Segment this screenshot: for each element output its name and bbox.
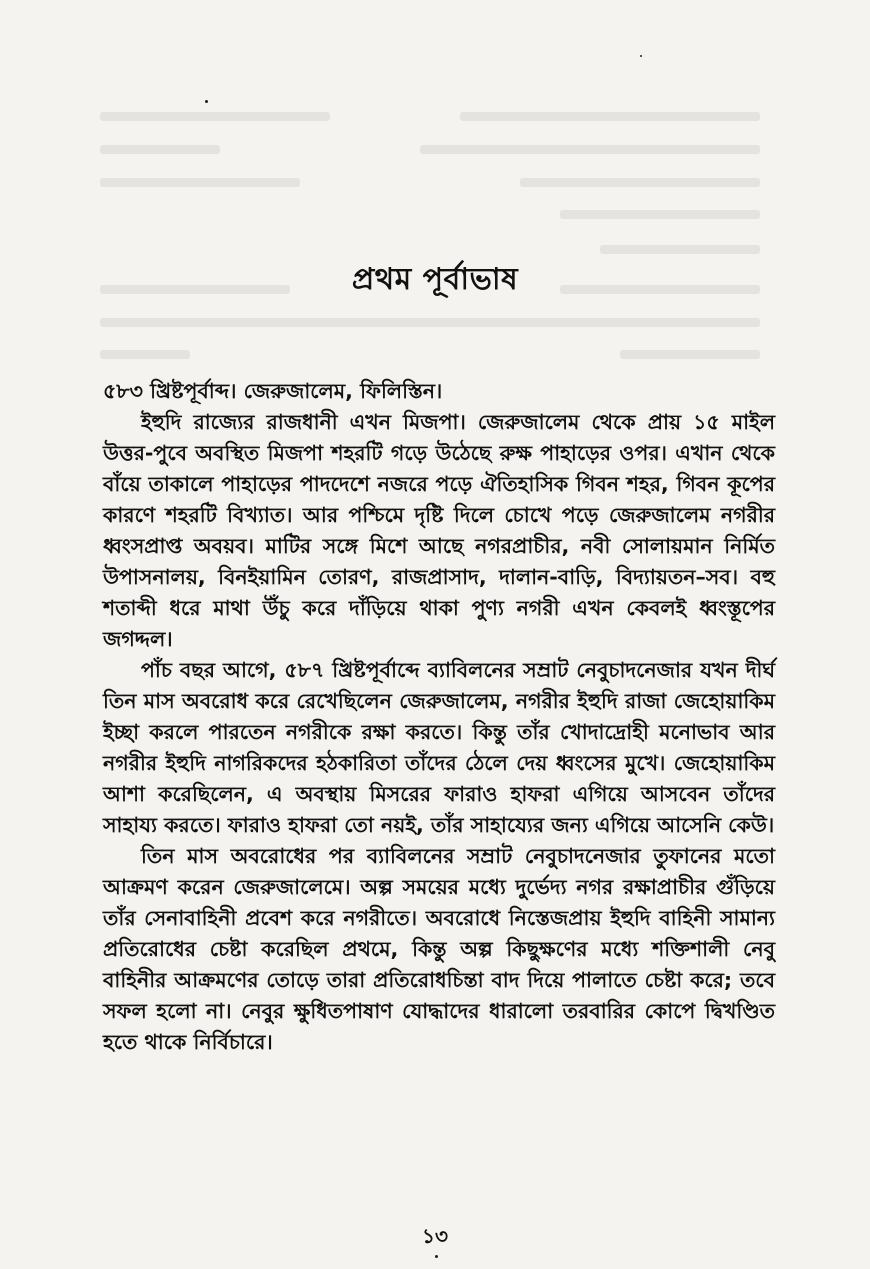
chapter-title: প্রথম পূর্বাভাষ	[351, 262, 519, 297]
show-through-line	[100, 178, 300, 187]
show-through-line	[520, 178, 760, 187]
show-through-line	[600, 245, 760, 254]
show-through-line	[460, 112, 760, 121]
show-through-line	[100, 112, 330, 121]
show-through-line	[420, 145, 760, 154]
dateline: ৫৮৩ খ্রিষ্টপূর্বাব্দ। জেরুজালেম, ফিলিস্তিন।	[103, 379, 443, 403]
page-number: ১৩	[422, 1224, 448, 1248]
show-through-line	[100, 145, 220, 154]
paragraph: পাঁচ বছর আগে, ৫৮৭ খ্রিষ্টপূর্বাব্দে ব্যাবিলনের সম্রাট নেবুচাদনেজার যখন দীর্ঘ তিন মাস অবরোধ করে রেখেছিলেন জেরুজালেম, নগরীর ইহুদি রাজা জেহোয়াকিম ইচ্ছা করলে পারতেন নগরীকে রক্ষা করতে। কিন্তু তাঁর খোদাদ্রোহী মনোভাব আর নগরীর ইহুদি নাগরিকদের হঠকারিতা তাঁদের ঠেলে দেয় ধ্বংসের মুখে। জেহোয়াকিম আশা করেছিলেন, এ অবস্থায় মিসরের ফারাও হাফরা এগিয়ে আসবেন তাঁদের সাহায্য করতে। ফারাও হাফরা তো নয়ই, তাঁর সাহায্যের জন্য এগিয়ে আসেনি কেউ।	[103, 658, 775, 837]
paragraph: তিন মাস অবরোধের পর ব্যাবিলনের সম্রাট নেবুচাদনেজার তুফানের মতো আক্রমণ করেন জেরুজালেমে। অল্প সময়ের মধ্যে দুর্ভেদ্য নগর রক্ষাপ্রাচীর গুঁড়িয়ে তাঁর সেনাবাহিনী প্রবেশ করে নগরীতে। অবরোধে নিস্তেজপ্রায় ইহুদি বাহিনী সামান্য প্রতিরোধের চেষ্টা করেছিল প্রথমে, কিন্তু অল্প কিছুক্ষণের মধ্যে শক্তিশালী নেবু বাহিনীর আক্রমণের তোড়ে তারা প্রতিরোধচিন্তা বাদ দিয়ে পালাতে চেষ্টা করে; তবে সফল হলো না। নেবুর ক্ষুধিতপাষাণ যোদ্ধাদের ধারালো তরবারির কোপে দ্বিখণ্ডিত হতে থাকে নির্বিচারে।	[103, 844, 775, 1054]
show-through-line	[100, 318, 760, 327]
ink-speck	[205, 100, 208, 103]
show-through-line	[100, 350, 190, 359]
ink-speck	[640, 55, 642, 57]
chapter-body	[103, 376, 775, 1058]
show-through-line	[560, 210, 760, 219]
show-through-line	[620, 350, 760, 359]
paragraph: ইহুদি রাজ্যের রাজধানী এখন মিজপা। জেরুজালেম থেকে প্রায় ১৫ মাইল উত্তর-পুবে অবস্থিত মিজপা শহরটি গড়ে উঠেছে রুক্ষ পাহাড়ের ওপর। এখান থেকে বাঁয়ে তাকালে পাহাড়ের পাদদেশে নজরে পড়ে ঐতিহাসিক গিবন শহর, গিবন কূপের কারণে শহরটি বিখ্যাত। আর পশ্চিমে দৃষ্টি দিলে চোখে পড়ে জেরুজালেম নগরীর ধ্বংসপ্রাপ্ত অবয়ব। মাটির সঙ্গে মিশে আছে নগরপ্রাচীর, নবী সোলায়মান নির্মিত উপাসনালয়, বিনইয়ামিন তোরণ, রাজপ্রাসাদ, দালান-বাড়ি, বিদ্যায়তন–সব। বহু শতাব্দী ধরে মাথা উঁচু করে দাঁড়িয়ে থাকা পুণ্য নগরী এখন কেবলই ধ্বংস্তূপের জগদ্দল।	[103, 410, 775, 651]
ink-speck	[435, 1255, 438, 1258]
